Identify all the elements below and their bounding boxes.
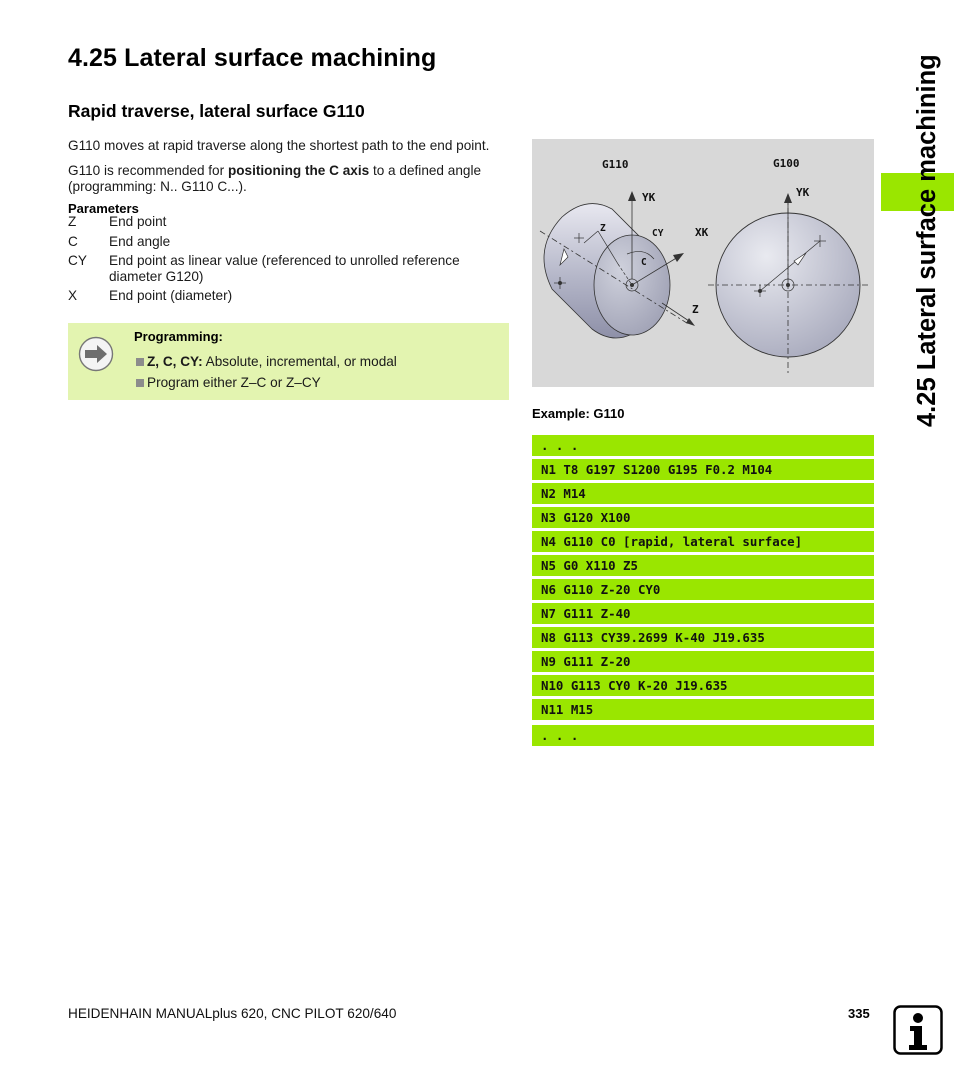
emphasis-text: positioning the C axis bbox=[227, 163, 370, 178]
label-cy: CY bbox=[652, 228, 664, 239]
label-z-bottom: Z bbox=[692, 303, 699, 316]
code-line: N5 G0 X110 Z5 bbox=[532, 555, 874, 576]
intro-paragraph: G110 moves at rapid traverse along the shortest path to the end point. bbox=[68, 138, 490, 153]
bullet-square-icon bbox=[136, 358, 144, 366]
label-c: C bbox=[641, 257, 647, 268]
code-line: . . . bbox=[532, 725, 874, 746]
footer-manual-name: HEIDENHAIN MANUALplus 620, CNC PILOT 620/640 bbox=[68, 1006, 397, 1021]
label-z-top: Z bbox=[600, 223, 606, 234]
code-line: N7 G111 Z-40 bbox=[532, 603, 874, 624]
code-line: N4 G110 C0 [rapid, lateral surface] bbox=[532, 531, 874, 552]
info-icon bbox=[893, 1005, 943, 1055]
code-line: N3 G120 X100 bbox=[532, 507, 874, 528]
bullet-square-icon bbox=[136, 379, 144, 387]
code-line: N6 G110 Z-20 CY0 bbox=[532, 579, 874, 600]
code-line: . . . bbox=[532, 435, 874, 456]
page-number: 335 bbox=[848, 1006, 870, 1021]
svg-text:4.25 Lateral surface machining: 4.25 Lateral surface machining bbox=[913, 54, 941, 427]
programming-note bbox=[68, 323, 509, 400]
recommendation-paragraph: G110 is recommended for positioning the C axis to a defined angle (programming: N.. G110 C...). bbox=[68, 163, 482, 194]
label-yk-left: YK bbox=[642, 191, 656, 204]
code-line: N1 T8 G197 S1200 G195 F0.2 M104 bbox=[532, 459, 874, 480]
note-item: Program either Z–C or Z–CY bbox=[136, 375, 321, 390]
note-item: Z, C, CY: Absolute, incremental, or modal bbox=[136, 354, 397, 369]
code-line: N11 M15 bbox=[532, 699, 874, 720]
code-line: N2 M14 bbox=[532, 483, 874, 504]
page-title: 4.25 Lateral surface machining bbox=[68, 44, 437, 72]
label-yk-right: YK bbox=[796, 186, 810, 199]
code-line: N8 G113 CY39.2699 K-40 J19.635 bbox=[532, 627, 874, 648]
arrow-right-icon bbox=[78, 336, 114, 372]
note-title: Programming: bbox=[134, 329, 223, 344]
code-line: N9 G111 Z-20 bbox=[532, 651, 874, 672]
code-line: N10 G113 CY0 K-20 J19.635 bbox=[532, 675, 874, 696]
label-xk: XK bbox=[695, 226, 709, 239]
label-g100: G100 bbox=[773, 157, 800, 170]
g110-illustration bbox=[532, 139, 874, 387]
chapter-side-label bbox=[905, 35, 945, 475]
label-g110: G110 bbox=[602, 158, 629, 171]
example-title: Example: G110 bbox=[532, 406, 625, 421]
parameters-heading: Parameters bbox=[68, 201, 139, 216]
section-title: Rapid traverse, lateral surface G110 bbox=[68, 101, 365, 121]
parameter-row: CY End point as linear value (referenced to unrolled reference diameter G120) bbox=[68, 253, 460, 284]
